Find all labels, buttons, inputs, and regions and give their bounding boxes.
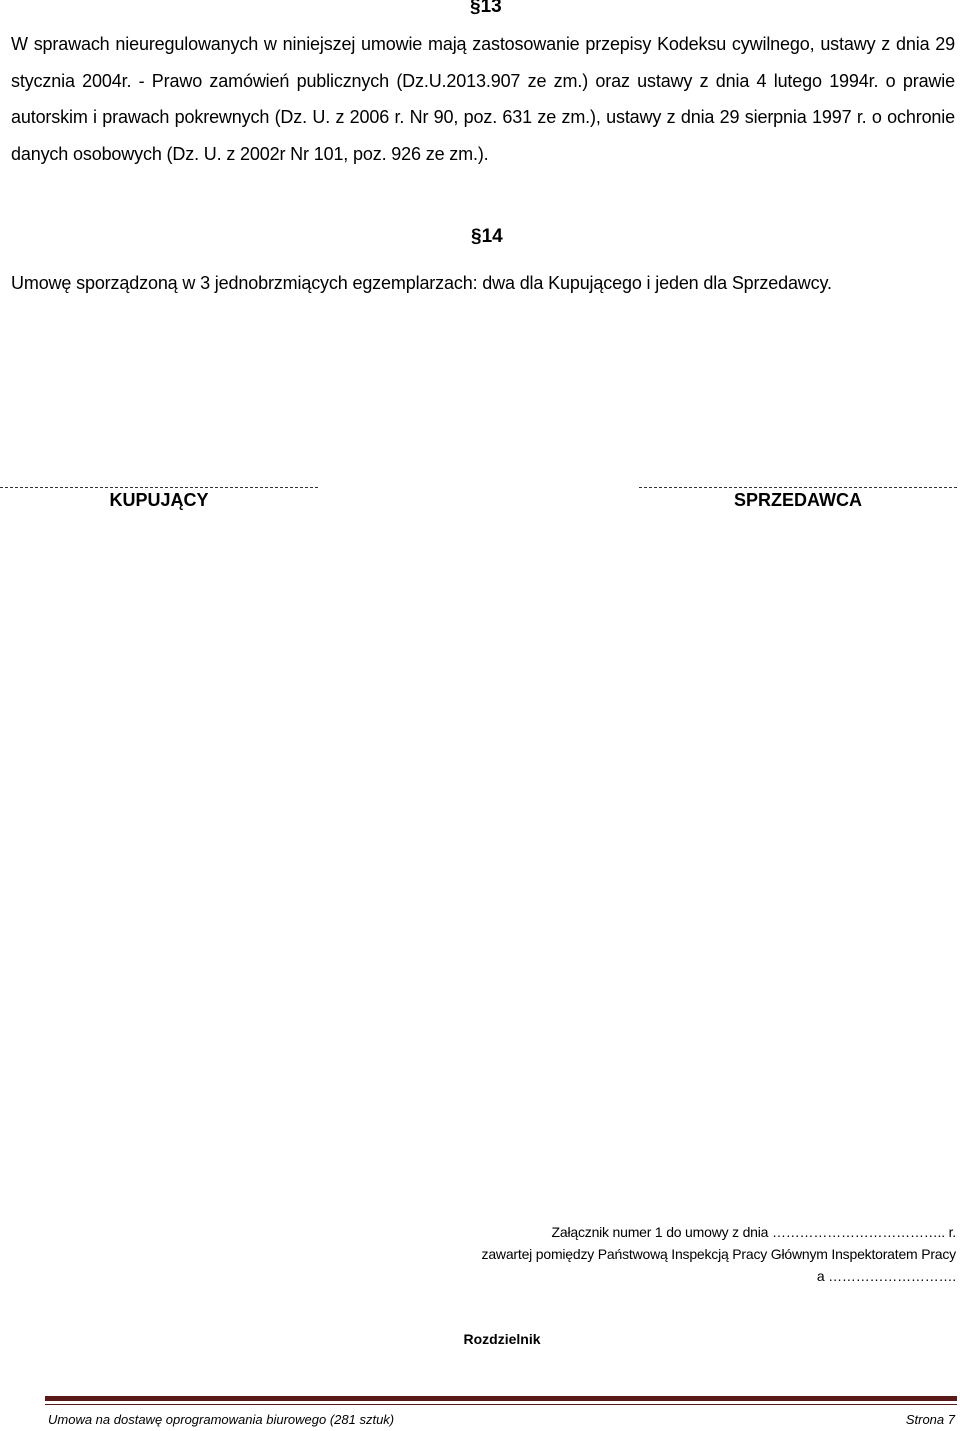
annex-counterparty-line: a ………………………. <box>816 1268 956 1284</box>
buyer-signature-line <box>0 487 318 488</box>
section-13-heading: §13 <box>470 0 502 17</box>
footer-rule-thin <box>45 1404 957 1405</box>
seller-signature-line <box>639 487 957 488</box>
annex-parties-line: zawartej pomiędzy Państwową Inspekcją Pracy Głównym Inspektoratem Pracy <box>481 1246 956 1262</box>
section-14-paragraph: Umowę sporządzoną w 3 jednobrzmiących egzemplarzach: dwa dla Kupującego i jeden dla Sprzedawcy. <box>11 273 832 293</box>
section-13-paragraph: W sprawach nieuregulowanych w niniejszej umowie mają zastosowanie przepisy Kodeksu cywilnego, ustawy z dnia 29 stycznia 2004r. - Prawo zamówień publicznych (Dz.U.2013.907 ze zm.) oraz ustawy z dnia 4 lutego 1994r. o prawie autorskim i prawach pokrewnych (Dz. U. z 2006 r. Nr 90, poz. 631 ze zm.), ustawy z dnia 29 sierpnia 1997 r. o ochronie danych osobowych (Dz. U. z 2002r Nr 101, poz. 926 ze zm.). <box>11 34 955 164</box>
buyer-signature-label: KUPUJĄCY <box>109 490 209 510</box>
footer-rule-thick <box>45 1396 957 1401</box>
annex-reference-line: Załącznik numer 1 do umowy z dnia ……………………………….. r. <box>551 1224 956 1240</box>
distribution-list-title: Rozdzielnik <box>463 1331 541 1347</box>
section-14-heading: §14 <box>471 226 503 247</box>
footer-page-number: Strona 7 <box>905 1412 955 1427</box>
seller-signature-label: SPRZEDAWCA <box>733 490 862 510</box>
footer-document-title: Umowa na dostawę oprogramowania biurowego (281 sztuk) <box>48 1412 395 1427</box>
